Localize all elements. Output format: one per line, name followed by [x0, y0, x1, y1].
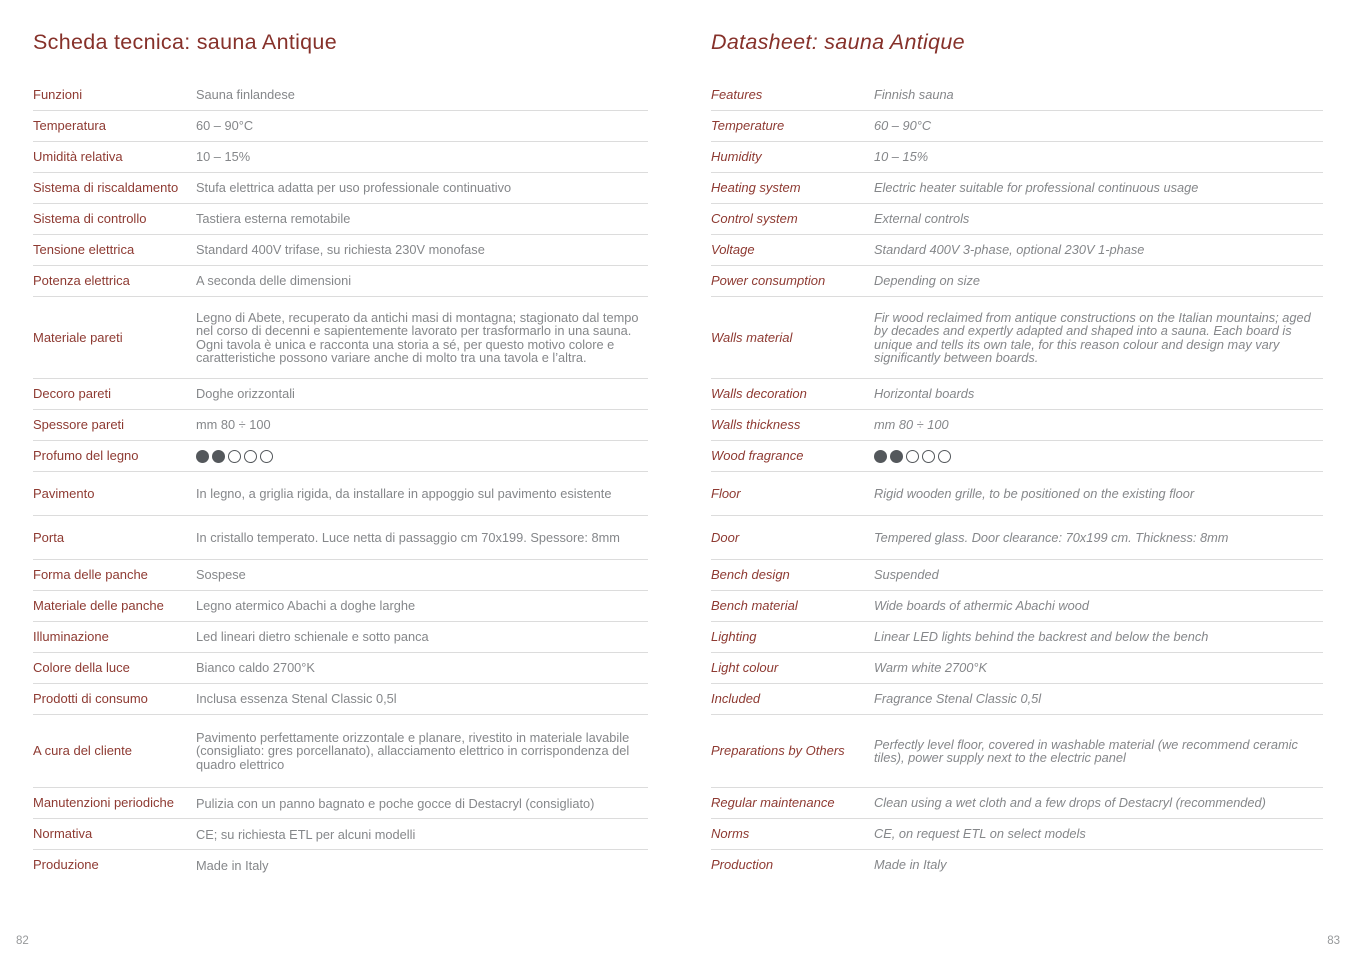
spec-row [711, 715, 1323, 788]
spec-label: Forma delle panche [33, 567, 148, 582]
dot-empty-icon [938, 450, 951, 463]
spec-label: Humidity [711, 149, 762, 164]
spec-label: Tensione elettrica [33, 242, 135, 257]
dot-empty-icon [228, 450, 241, 463]
spec-value: 60 – 90°C [196, 118, 254, 134]
spec-table-english [711, 80, 1323, 880]
spec-value: Perfectly level floor, covered in washable material (we recommend ceramic tiles), power supply next to the electric panel [874, 736, 1298, 765]
spec-label: Production [711, 857, 774, 872]
spec-value: mm 80 ÷ 100 [874, 417, 949, 433]
spec-label: Porta [33, 529, 65, 545]
spec-row [33, 788, 648, 819]
spec-row [33, 819, 648, 850]
spec-row [33, 560, 648, 591]
spec-row [33, 516, 648, 560]
spec-label: Norms [711, 826, 750, 841]
spec-value: Sauna finlandese [196, 87, 295, 103]
spec-value: Finnish sauna [874, 87, 954, 103]
spec-row [711, 142, 1323, 173]
spec-value: Made in Italy [874, 857, 947, 873]
spec-row [711, 622, 1323, 653]
spec-value: Fir wood reclaimed from antique constructions on the Italian mountains; aged by decades and expertly adapted and shaped into a sauna. Each board is unique and tells its own tale, for this reason colour and design may vary significantly between boards. [874, 309, 1311, 365]
spec-value: Wide boards of athermic Abachi wood [874, 598, 1089, 614]
spec-row [33, 410, 648, 441]
spec-value: 10 – 15% [874, 149, 929, 165]
spec-row [33, 297, 648, 379]
spec-table-italian [33, 80, 648, 880]
spec-row [33, 591, 648, 622]
page-number-right: 83 [1327, 935, 1340, 947]
spec-label: A cura del cliente [33, 743, 133, 759]
spec-row [33, 173, 648, 204]
spec-row [711, 472, 1323, 516]
spec-value: Linear LED lights behind the backrest and below the bench [874, 629, 1209, 645]
spec-row [711, 410, 1323, 441]
spec-label: Control system [711, 211, 798, 226]
spec-label: Profumo del legno [33, 448, 139, 463]
spec-row [33, 653, 648, 684]
spec-row [33, 850, 648, 880]
spec-row [711, 819, 1323, 850]
spec-label: Heating system [711, 180, 801, 195]
spec-row [33, 111, 648, 142]
spec-label: Sistema di controllo [33, 211, 147, 226]
spec-label: Voltage [711, 242, 755, 257]
spec-label: Normativa [33, 826, 93, 842]
spec-label: Lighting [711, 629, 757, 644]
page-title-english: Datasheet: sauna Antique [711, 30, 965, 54]
spec-value: Standard 400V trifase, su richiesta 230V monofase [196, 242, 485, 258]
spec-label: Illuminazione [33, 629, 109, 644]
dot-filled-icon [212, 450, 225, 463]
spec-label: Pavimento [33, 485, 95, 501]
dot-empty-icon [260, 450, 273, 463]
dot-filled-icon [196, 450, 209, 463]
spec-row [711, 560, 1323, 591]
spec-value: Fragrance Stenal Classic 0,5l [874, 691, 1042, 707]
spec-row [33, 472, 648, 516]
spec-row [711, 173, 1323, 204]
rating-dots [196, 450, 648, 463]
spec-row [33, 142, 648, 173]
spec-value: Electric heater suitable for professional continuous usage [874, 180, 1199, 196]
spec-label: Features [711, 87, 763, 102]
spec-value: Legno atermico Abachi a doghe larghe [196, 598, 416, 614]
spec-row [33, 684, 648, 715]
spec-row [711, 653, 1323, 684]
spec-row [33, 204, 648, 235]
spec-label: Included [711, 691, 761, 706]
spec-value: 10 – 15% [196, 149, 251, 165]
spec-value: Rigid wooden grille, to be positioned on the existing floor [874, 485, 1195, 501]
spec-label: Sistema di riscaldamento [33, 180, 179, 195]
page-number-left: 82 [16, 935, 29, 947]
spec-label: Floor [711, 485, 741, 501]
page-title-italian: Scheda tecnica: sauna Antique [33, 30, 337, 54]
spec-value: Standard 400V 3-phase, optional 230V 1-phase [874, 242, 1145, 258]
spec-label: Door [711, 529, 740, 545]
spec-row [33, 80, 648, 111]
spec-label: Walls material [711, 329, 793, 345]
spec-value: mm 80 ÷ 100 [196, 417, 271, 433]
datasheet-english [711, 30, 1323, 880]
spec-value: Made in Italy [196, 857, 269, 873]
spec-value: Inclusa essenza Stenal Classic 0,5l [196, 691, 397, 707]
spec-label: Spessore pareti [33, 417, 125, 432]
spec-value: Suspended [874, 567, 939, 583]
spec-value: Pulizia con un panno bagnato e poche gocce di Destacryl (consigliato) [196, 795, 595, 811]
spec-label: Funzioni [33, 87, 83, 102]
spec-label: Preparations by Others [711, 743, 845, 758]
rating-dots [874, 450, 1323, 463]
spec-label: Umidità relativa [33, 149, 123, 164]
spec-value: Clean using a wet cloth and a few drops of Destacryl (recommended) [874, 795, 1266, 811]
spec-row [33, 715, 648, 788]
spec-row [711, 379, 1323, 410]
spec-label: Regular maintenance [711, 795, 835, 810]
spec-row [33, 266, 648, 297]
spec-label: Power consumption [711, 273, 826, 288]
spec-row [711, 441, 1323, 472]
datasheet-italian [33, 30, 648, 880]
spec-row [711, 788, 1323, 819]
spec-row [33, 235, 648, 266]
spec-value: Led lineari dietro schienale e sotto panca [196, 629, 429, 645]
spec-label: Temperature [711, 118, 785, 133]
dot-empty-icon [244, 450, 257, 463]
spec-value: A seconda delle dimensioni [196, 273, 352, 289]
spec-value: Pavimento perfettamente orizzontale e planare, rivestito in materiale lavabile (consigliato: gres porcellanato), allacciamento elettrico in corrispondenza del quadro elettrico [196, 730, 630, 772]
spec-label: Materiale delle panche [33, 598, 164, 613]
spec-row [33, 622, 648, 653]
spec-row [711, 204, 1323, 235]
spec-value: Legno di Abete, recuperato da antichi masi di montagna; stagionato dal tempo nel corso di decenni e sapientemente lavorato per trasformarlo in una sauna. Ogni tavola è unica e racconta una storia a sé, per questo motivo colore e caratteristiche possono variare anche di molto tra una tavola e l’altra. [196, 309, 639, 365]
spec-label: Potenza elettrica [33, 273, 130, 288]
spec-label: Wood fragrance [711, 448, 804, 463]
spec-value: Tastiera esterna remotabile [196, 211, 351, 227]
spec-value: Stufa elettrica adatta per uso professionale continuativo [196, 180, 512, 196]
spec-row [711, 111, 1323, 142]
spec-label: Temperatura [33, 118, 106, 133]
spec-value: In legno, a griglia rigida, da installare in appoggio sul pavimento esistente [196, 485, 612, 501]
spec-label: Produzione [33, 857, 99, 873]
spec-value: Bianco caldo 2700°K [196, 660, 315, 676]
spec-label: Colore della luce [33, 660, 130, 675]
spec-label: Light colour [711, 660, 779, 675]
spec-label: Prodotti di consumo [33, 691, 148, 706]
spec-label: Walls thickness [711, 417, 801, 432]
spec-row [711, 266, 1323, 297]
spec-value: 60 – 90°C [874, 118, 932, 134]
spec-label: Bench material [711, 598, 798, 613]
spec-row [33, 441, 648, 472]
spec-label: Bench design [711, 567, 790, 582]
spec-label: Materiale pareti [33, 329, 123, 345]
spec-value: Depending on size [874, 273, 981, 289]
spec-value: Sospese [196, 567, 246, 583]
spec-row [711, 850, 1323, 880]
dot-filled-icon [890, 450, 903, 463]
spec-label: Decoro pareti [33, 386, 112, 401]
spec-value: In cristallo temperato. Luce netta di passaggio cm 70x199. Spessore: 8mm [196, 529, 620, 545]
spec-row [711, 684, 1323, 715]
spec-value: CE; su richiesta ETL per alcuni modelli [196, 826, 416, 842]
spec-row [711, 297, 1323, 379]
spec-value: CE, on request ETL on select models [874, 826, 1086, 842]
spec-row [711, 235, 1323, 266]
spec-label: Walls decoration [711, 386, 807, 401]
spec-row [711, 80, 1323, 111]
spec-row [33, 379, 648, 410]
dot-empty-icon [922, 450, 935, 463]
spec-row [711, 516, 1323, 560]
spec-value: Doghe orizzontali [196, 386, 295, 402]
dot-empty-icon [906, 450, 919, 463]
spec-value: Tempered glass. Door clearance: 70x199 cm. Thickness: 8mm [874, 529, 1229, 545]
spec-value: External controls [874, 211, 970, 227]
spec-label: Manutenzioni periodiche [33, 795, 174, 811]
dot-filled-icon [874, 450, 887, 463]
spec-value: Warm white 2700°K [874, 660, 987, 676]
spec-row [711, 591, 1323, 622]
spec-value: Horizontal boards [874, 386, 975, 402]
